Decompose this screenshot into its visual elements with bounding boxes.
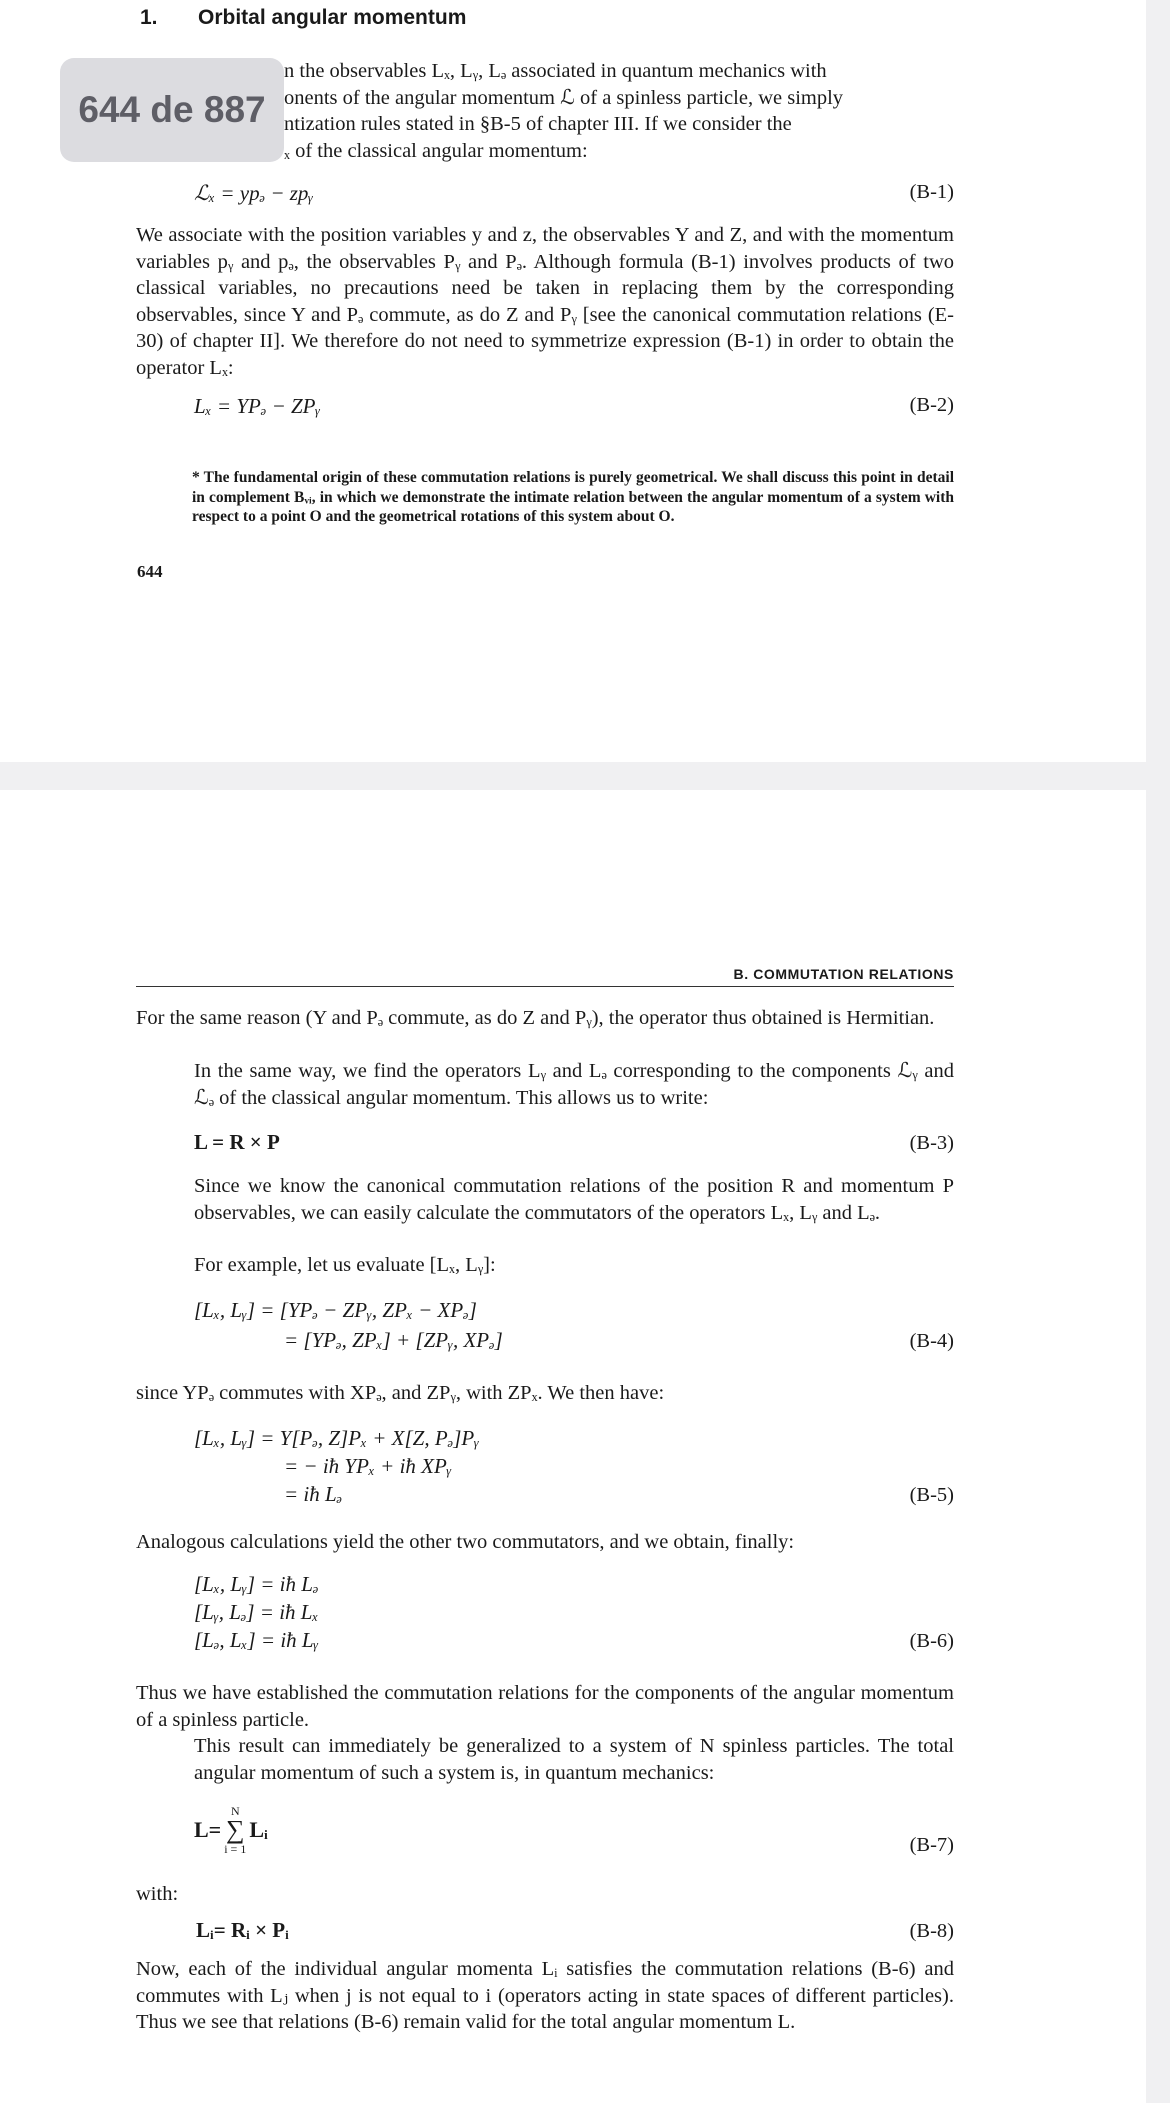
intro-paragraph [284,58,954,164]
paragraph-text: In the same way, we find the operators Lᵧ and Lₔ corresponding to the components ℒᵧ and ℒₔ of the classical angular momentum. This allows us to write: [194,1060,954,1109]
equation-b5-line: = − iħ YPₓ + iħ XPᵧ [284,1454,452,1478]
equation-b6-line: [Lₓ, Lᵧ] = iħ Lₔ [194,1572,319,1596]
equation-label-b3: (B-3) [909,1132,954,1154]
body-paragraph: Analogous calculations yield the other two commutators, and we obtain, finally: [136,1531,795,1553]
equation-b3: L = R × P [194,1130,280,1154]
equation-label-b2: (B-2) [909,394,954,416]
equation-b8: Lᵢ= Rᵢ × Pᵢ [196,1918,289,1942]
equation-b5-line: = iħ Lₔ [284,1482,343,1506]
footnote-text: * The fundamental origin of these commutation relations is purely geometrical. We shall discuss this point in detail in complement Bᵥᵢ, in which we demonstrate the intimate relation between the angular momentum of a system with respect to a point O and the geometrical rotations of this system about O. [192,469,954,526]
body-paragraph: since YPₔ commutes with XPₔ, and ZPᵧ, with ZPₓ. We then have: [136,1382,665,1404]
body-paragraph: Now, each of the individual angular momenta Lᵢ satisfies the commutation relations (B-6) and commutes with Lⱼ when j is not equal to i (operators acting in state spaces of different particles). Thus we see that relations (B-6) remain valid for the total angular momentum L. [136,1958,954,2034]
header-rule [136,986,954,987]
body-paragraph: Thus we have established the commutation relations for the components of the angular momentum of a spinless particle. [136,1682,954,1731]
body-paragraph [136,1173,954,1226]
equation-b7-term: Lᵢ [249,1817,268,1842]
sum-upper-limit: N [230,1804,240,1818]
running-header: B. COMMUTATION RELATIONS [733,966,954,982]
equation-label-b7: (B-7) [909,1834,954,1856]
footnote [136,468,954,527]
equation-label-b5: (B-5) [909,1484,954,1506]
sigma-glyph: ∑ [226,1815,245,1844]
equation-b4-line: [Lₓ, Lᵧ] = [YPₔ − ZPᵧ, ZPₓ − XPₔ] [194,1298,477,1322]
body-paragraph [136,1733,954,1786]
body-paragraph: We associate with the position variables y and z, the observables Y and Z, and with the momentum variables pᵧ and pₔ, the observables Pᵧ and Pₔ. Although formula (B-1) involves products of two classical variables, no precautions need be taken in replacing them by the corresponding observables, since Y and Pₔ commute, as do Z and Pᵧ [see the canonical commutation relations (E-30) of chapter II]. We therefore do not need to symmetrize expression (B-1) in order to obtain the operator Lₓ: [136,224,954,379]
paragraph-text: Since we know the canonical commutation relations of the position R and momentum P observables, we can easily calculate the commutators of the operators Lₓ, Lᵧ and Lₔ. [194,1175,954,1224]
equation-b7 [194,1805,268,1855]
page-number: 644 [137,562,163,581]
equation-b6-line: [Lₔ, Lₓ] = iħ Lᵧ [194,1628,319,1652]
equation-b4-line: = [YPₔ, ZPₓ] + [ZPᵧ, XPₔ] [284,1328,503,1352]
sum-lower-limit: i = 1 [224,1842,247,1856]
equation-b2: Lₓ = YPₔ − ZPᵧ [194,394,321,418]
paragraph-text: This result can immediately be generalized to a system of N spinless particles. The total angular momentum of such a system is, in quantum mechanics: [194,1735,954,1784]
equation-label-b4: (B-4) [909,1330,954,1352]
equation-label-b1: (B-1) [909,181,954,203]
intro-line: onents of the angular momentum ℒ of a spinless particle, we simply [284,86,844,109]
summation-symbol [224,1805,246,1855]
intro-line: ntization rules stated in §B-5 of chapter III. If we consider the [284,113,792,136]
equation-b1: ℒₓ = ypₔ − zpᵧ [194,181,314,205]
body-paragraph: For the same reason (Y and Pₔ commute, as do Z and Pᵧ), the operator thus obtained is Hermitian. [136,1007,935,1029]
body-paragraph [136,1252,954,1279]
intro-line: ₓ of the classical angular momentum: [284,139,588,162]
page-indicator[interactable]: 644 de 887 [60,58,284,162]
section-title: Orbital angular momentum [198,6,467,29]
with-label: with: [136,1883,179,1905]
equation-label-b8: (B-8) [909,1920,954,1942]
equation-b5-line: [Lₓ, Lᵧ] = Y[Pₔ, Z]Pₓ + X[Z, Pₔ]Pᵧ [194,1426,480,1450]
equation-b7-lhs: L= [194,1817,222,1842]
equation-label-b6: (B-6) [909,1630,954,1652]
intro-line: n the observables Lₓ, Lᵧ, Lₔ associated in quantum mechanics with [284,60,827,82]
section-number: 1. [140,6,158,29]
document-page-bottom [0,790,1146,2103]
body-paragraph [136,1058,954,1111]
equation-b6-line: [Lᵧ, Lₔ] = iħ Lₓ [194,1600,319,1624]
paragraph-text: For example, let us evaluate [Lₓ, Lᵧ]: [194,1254,496,1276]
